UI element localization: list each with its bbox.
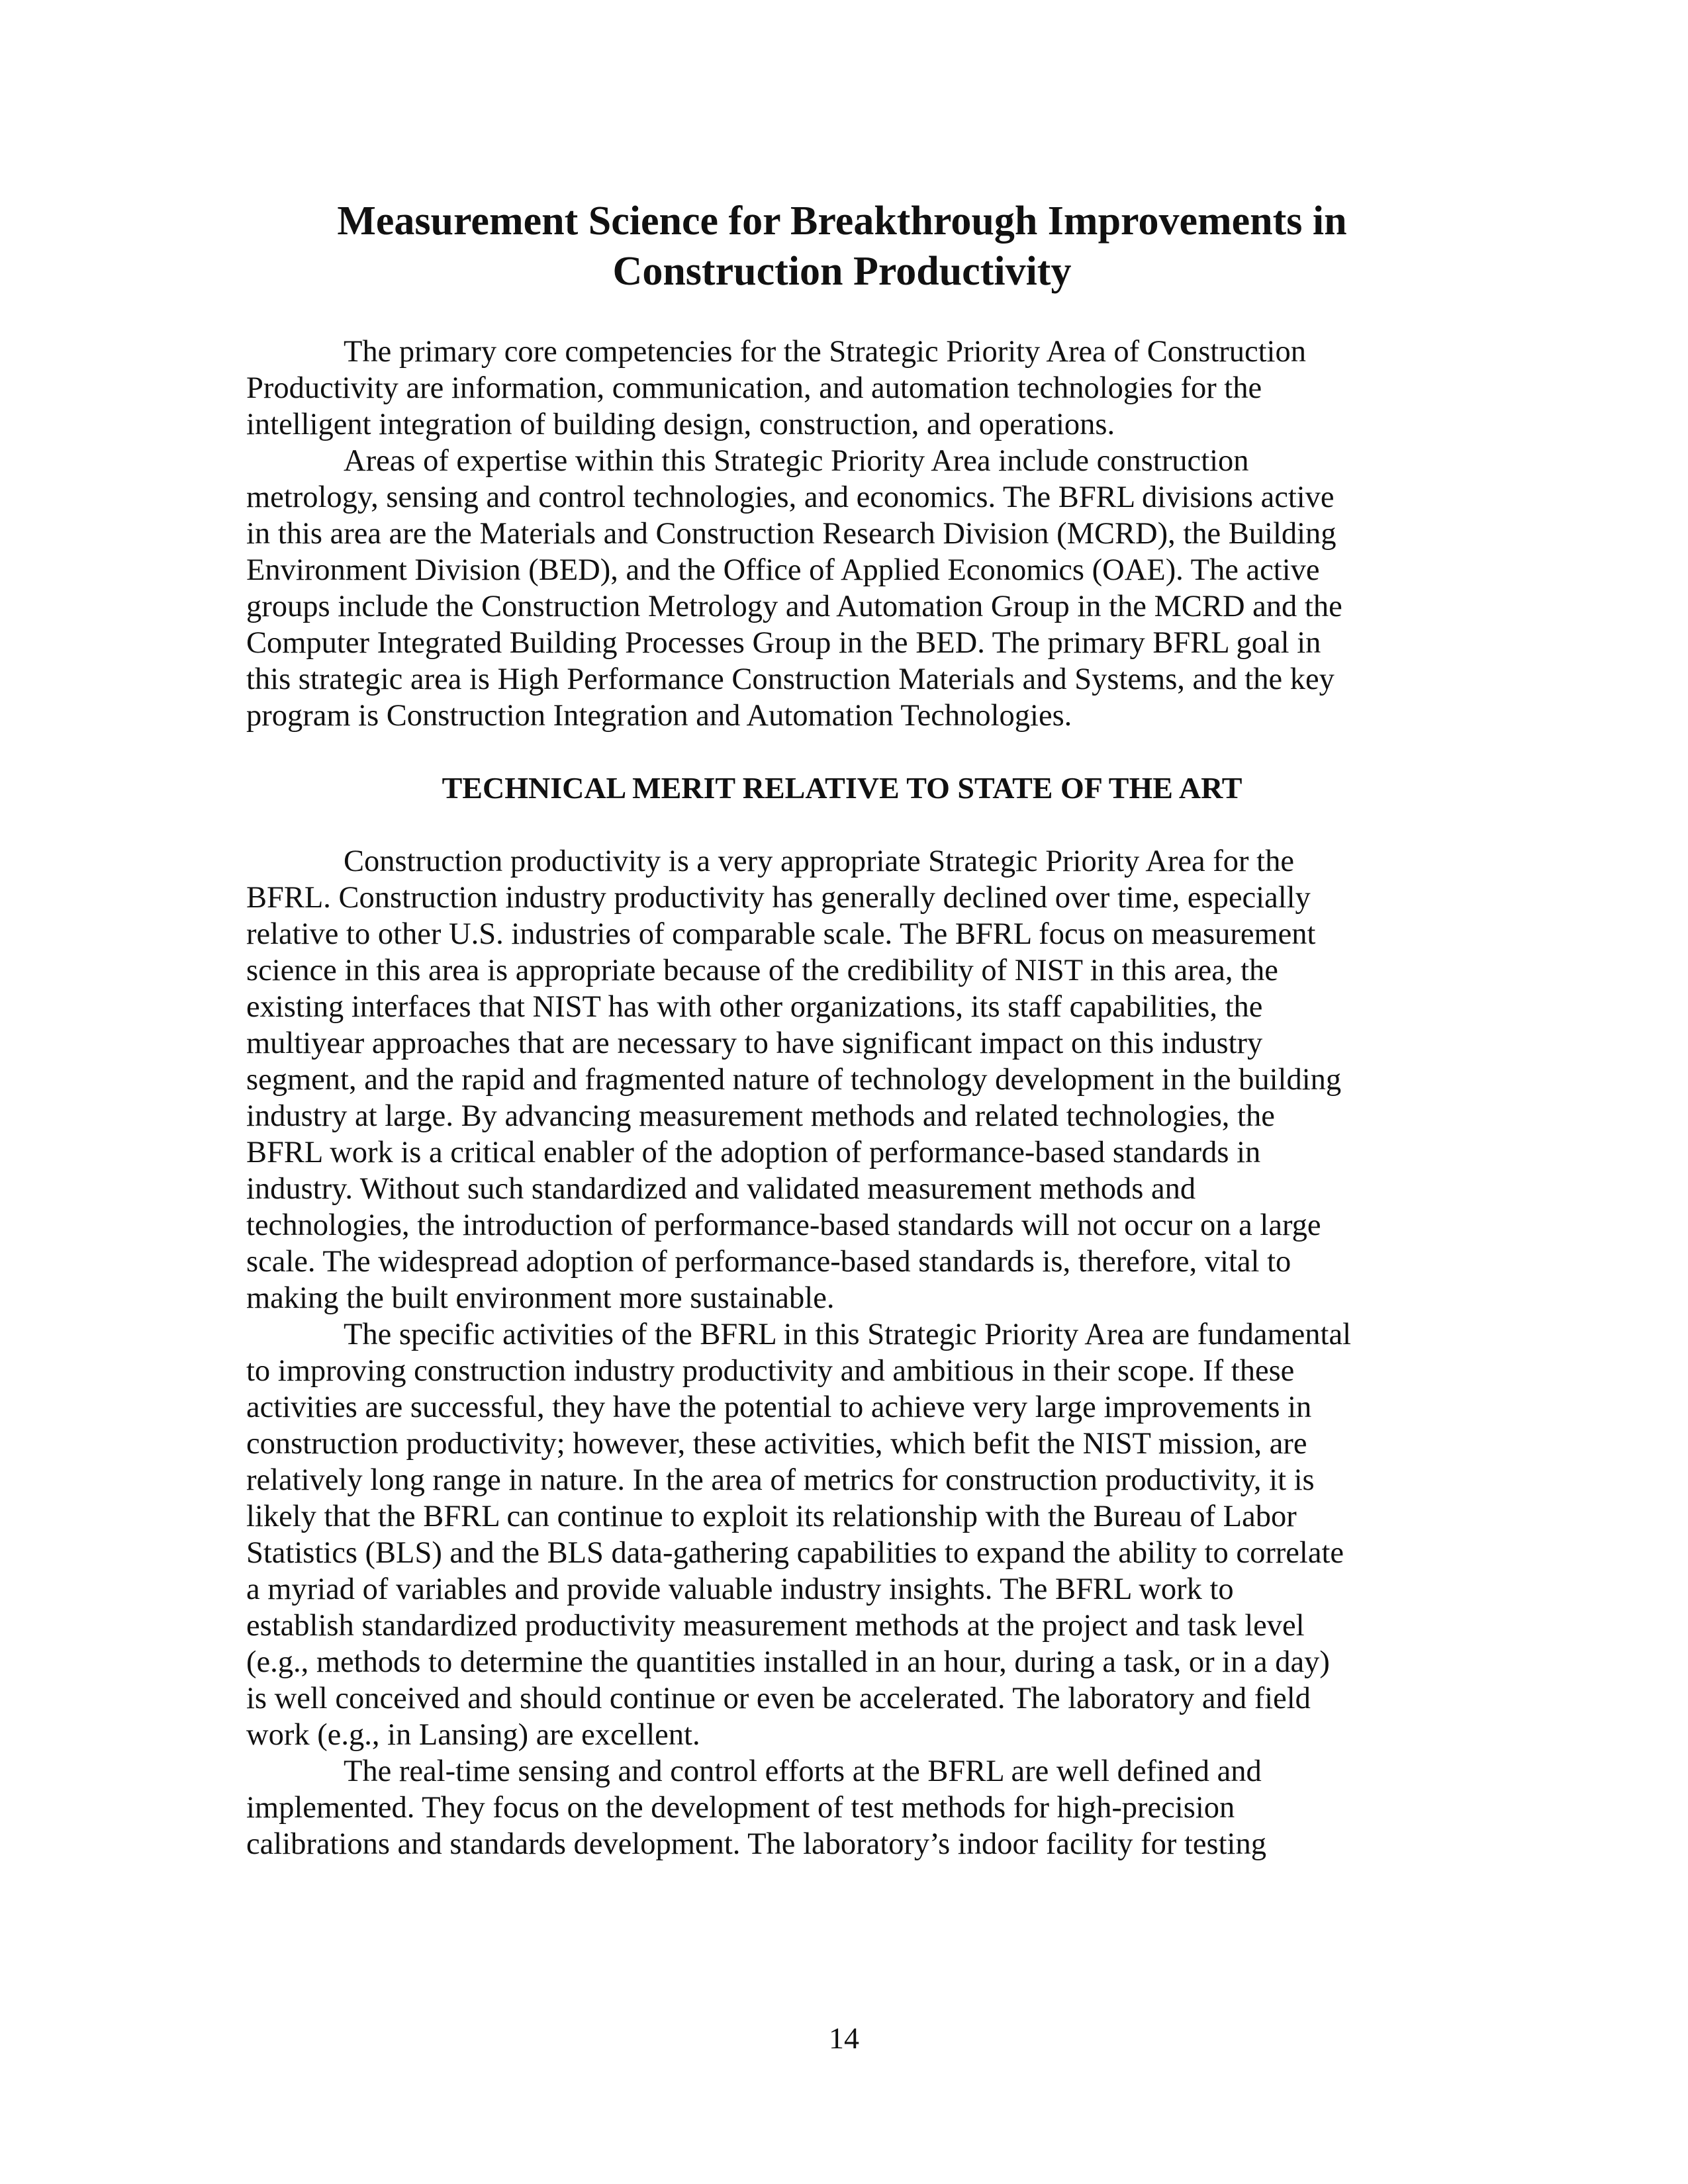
text-line: making the built environment more sustainable. [246, 1281, 835, 1315]
text-line: Construction productivity is a very appropriate Strategic Priority Area for the [344, 844, 1294, 878]
text-line: activities are successful, they have the potential to achieve very large improvements in [246, 1390, 1312, 1424]
text-line: Areas of expertise within this Strategic Priority Area include construction [344, 444, 1249, 478]
text-line: to improving construction industry productivity and ambitious in their scope. If these [246, 1354, 1295, 1388]
document-title [246, 196, 1438, 296]
document-page [246, 196, 1438, 1862]
text-line: this strategic area is High Performance Construction Materials and Systems, and the key [246, 662, 1335, 696]
section-paragraph [246, 1316, 1438, 1753]
page-number: 14 [829, 2021, 859, 2055]
text-line: The primary core competencies for the Strategic Priority Area of Construction [344, 335, 1306, 369]
text-line: groups include the Construction Metrology and Automation Group in the MCRD and the [246, 590, 1342, 623]
text-line: a myriad of variables and provide valuable industry insights. The BFRL work to [246, 1572, 1234, 1606]
text-line: calibrations and standards development. The laboratory’s indoor facility for testing [246, 1827, 1266, 1861]
text-line: existing interfaces that NIST has with other organizations, its staff capabilities, the [246, 990, 1263, 1024]
text-line: The specific activities of the BFRL in this Strategic Priority Area are fundamental [344, 1318, 1352, 1351]
text-line: metrology, sensing and control technologies, and economics. The BFRL divisions active [246, 480, 1335, 514]
document-title-line: Construction Productivity [612, 249, 1072, 294]
section-paragraph [246, 1753, 1438, 1862]
text-line: technologies, the introduction of performance-based standards will not occur on a large [246, 1208, 1321, 1242]
text-line: scale. The widespread adoption of performance-based standards is, therefore, vital to [246, 1245, 1291, 1279]
text-line: relatively long range in nature. In the area of metrics for construction productivity, it is [246, 1463, 1315, 1497]
text-line: relative to other U.S. industries of comparable scale. The BFRL focus on measurement [246, 917, 1316, 951]
text-line: Productivity are information, communication, and automation technologies for the [246, 371, 1262, 405]
intro-paragraph [246, 334, 1438, 443]
text-line: Statistics (BLS) and the BLS data-gathering capabilities to expand the ability to correlate [246, 1536, 1344, 1570]
document-title-line: Measurement Science for Breakthrough Improvements in [337, 199, 1347, 244]
text-line: industry. Without such standardized and validated measurement methods and [246, 1172, 1196, 1206]
text-line: The real-time sensing and control efforts at the BFRL are well defined and [344, 1754, 1262, 1788]
text-line: program is Construction Integration and Automation Technologies. [246, 699, 1072, 733]
text-line: likely that the BFRL can continue to exploit its relationship with the Bureau of Labor [246, 1500, 1297, 1533]
intro-paragraph [246, 443, 1438, 734]
text-line: Computer Integrated Building Processes Group in the BED. The primary BFRL goal in [246, 626, 1321, 660]
text-line: industry at large. By advancing measurement methods and related technologies, the [246, 1099, 1275, 1133]
text-line: BFRL work is a critical enabler of the adoption of performance-based standards in [246, 1136, 1261, 1169]
text-line: work (e.g., in Lansing) are excellent. [246, 1718, 700, 1752]
section-heading: TECHNICAL MERIT RELATIVE TO STATE OF THE ART [442, 771, 1243, 805]
text-line: construction productivity; however, these activities, which befit the NIST mission, are [246, 1427, 1307, 1461]
text-line: intelligent integration of building design, construction, and operations. [246, 408, 1115, 441]
text-line: BFRL. Construction industry productivity has generally declined over time, especially [246, 881, 1311, 915]
text-line: Environment Division (BED), and the Office of Applied Economics (OAE). The active [246, 553, 1320, 587]
text-line: science in this area is appropriate because of the credibility of NIST in this area, the [246, 954, 1278, 987]
text-line: segment, and the rapid and fragmented nature of technology development in the building [246, 1063, 1342, 1097]
text-line: in this area are the Materials and Construction Research Division (MCRD), the Building [246, 517, 1336, 551]
text-line: is well conceived and should continue or even be accelerated. The laboratory and field [246, 1682, 1311, 1715]
text-line: multiyear approaches that are necessary to have significant impact on this industry [246, 1026, 1263, 1060]
section-paragraph [246, 843, 1438, 1316]
text-line: (e.g., methods to determine the quantities installed in an hour, during a task, or in a day) [246, 1645, 1330, 1679]
text-line: establish standardized productivity measurement methods at the project and task level [246, 1609, 1305, 1643]
text-line: implemented. They focus on the development of test methods for high-precision [246, 1791, 1235, 1825]
